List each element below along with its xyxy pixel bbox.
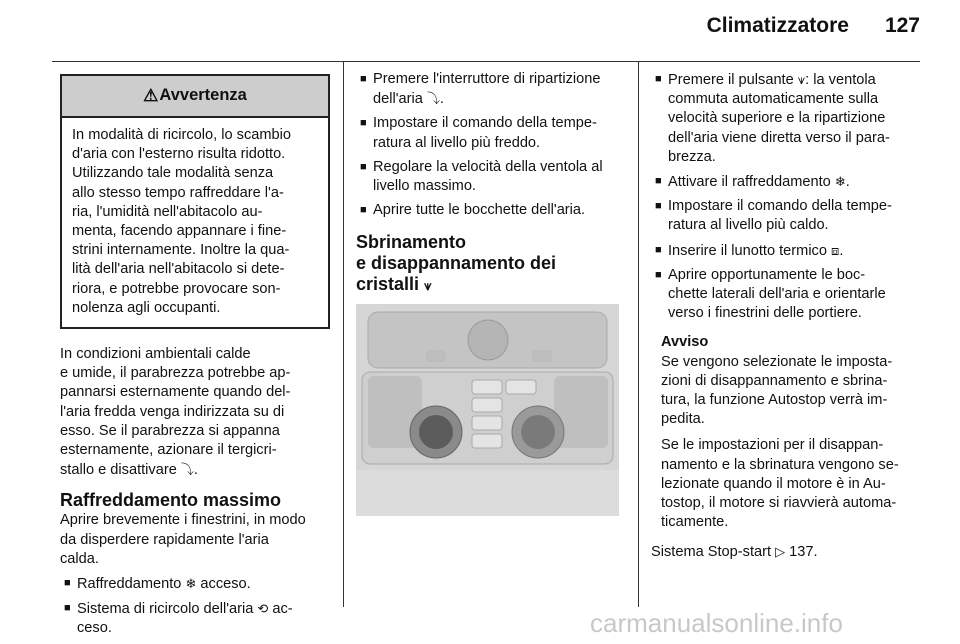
list-item: ■ Inserire il lunotto termico ⧈. [655, 242, 844, 259]
heading-line: Sbrinamento [356, 232, 467, 253]
paragraph-line: esso. Se il parabrezza si appanna [60, 422, 280, 439]
list-text: chette laterali dell'aria e orientarle [668, 286, 886, 303]
bullet-icon: ■ [360, 73, 367, 85]
list-text: Attivare il raffreddamento [668, 174, 831, 191]
bullet-icon: ■ [64, 577, 71, 590]
note-line: lezionate quando il motore è in Au- [661, 475, 886, 492]
bullet-icon: ■ [360, 204, 367, 217]
note-line: tostop, il motore si riavvierà automa- [661, 495, 897, 512]
paragraph-line [60, 460, 330, 480]
warning-box [60, 74, 330, 329]
warning-body [62, 118, 328, 327]
list-text: Impostare il comando della tempe- [373, 115, 597, 132]
warning-line: menta, facendo appannare i fine- [72, 223, 287, 240]
list-item [356, 158, 628, 196]
note-line: zioni di disappannamento e sbrina- [661, 372, 888, 389]
list-item: ■ Attivare il raffreddamento ❄. [655, 174, 850, 191]
watermark: carmanualsonline.info [590, 608, 843, 638]
list-text: verso i finestrini delle portiere. [668, 305, 862, 322]
list-item [60, 599, 330, 638]
warning-line: strini internamente. Inoltre la qua- [72, 242, 290, 259]
air-distribution-icon: ⤵ [426, 91, 440, 107]
bullet-icon: ■ [655, 243, 662, 256]
list-text: : la ventola [805, 72, 876, 88]
note-line: Se le impostazioni per il disappan- [661, 437, 884, 454]
note-line: ticamente. [661, 514, 729, 531]
paragraph-line: da disperdere rapidamente l'aria [60, 531, 269, 548]
list-text: ac- [272, 601, 293, 618]
note-line: pedita. [661, 411, 705, 428]
page-number: 127 [884, 14, 920, 37]
warning-line: In modalità di ricircolo, lo scambio [72, 127, 291, 143]
list-text: Premere il pulsante [668, 72, 794, 88]
paragraph-line: Aprire brevemente i finestrini, in modo [60, 512, 306, 529]
bullet-icon: ■ [655, 73, 662, 85]
column-3 [651, 70, 926, 563]
list-text: dell'aria viene diretta verso il para- [668, 129, 890, 146]
list-text: Premere l'interruttore di ripartizione [373, 71, 601, 87]
paragraph-line: e umide, il parabrezza potrebbe ap- [60, 365, 291, 382]
paragraph-text: stallo e disattivare [60, 462, 177, 479]
list-text: commuta automaticamente sulla [668, 91, 879, 108]
list-text: Inserire il lunotto termico [668, 242, 827, 259]
humidity-paragraph [60, 345, 330, 480]
warning-header [62, 76, 328, 118]
rear-window-heating-icon: ⧈ [831, 242, 840, 258]
cross-reference[interactable] [651, 542, 926, 562]
list-text: ratura al livello più caldo. [668, 217, 829, 234]
note-paragraph [661, 353, 926, 430]
paragraph-line: esternamente, azionare il tergicri- [60, 442, 277, 459]
warning-line: allo stesso tempo raffreddare l'a- [72, 184, 284, 201]
page-title: Climatizzatore [706, 14, 849, 37]
list-text: acceso. [200, 576, 251, 593]
warning-line: riora, e potrebbe provocare son- [72, 280, 281, 297]
list-text: Impostare il comando della tempe- [668, 198, 892, 215]
list-text: Aprire tutte le bocchette dell'aria. [373, 202, 586, 219]
air-distribution-icon: ⤵ [180, 462, 194, 478]
list-text: brezza. [668, 148, 716, 165]
page-reference-arrow-icon: ▷ [775, 544, 786, 560]
list-item [651, 70, 926, 167]
list-text: ceso. [77, 620, 112, 637]
windscreen-defrost-icon: ⩛ [424, 278, 432, 294]
list-text: ratura al livello più freddo. [373, 134, 541, 151]
bullet-icon: ■ [360, 160, 367, 173]
warning-line: ria, l'umidità nell'abitacolo au- [72, 203, 263, 220]
list-text: Aprire opportunamente le boc- [668, 266, 866, 283]
bullet-icon: ■ [655, 175, 662, 188]
warning-line: Utilizzando tale modalità senza [72, 165, 274, 182]
list-item [356, 201, 628, 220]
snowflake-icon: ❄ [185, 576, 197, 592]
column-2 [356, 70, 628, 516]
paragraph-line: pannarsi esternamente quando del- [60, 384, 291, 401]
max-cooling-intro [60, 511, 330, 569]
bullet-icon: ■ [655, 200, 662, 213]
note-paragraph [661, 436, 926, 532]
warning-triangle-icon: ⚠ [143, 86, 159, 106]
column-1 [60, 70, 330, 644]
note-line: Se vengono selezionate le imposta- [661, 353, 893, 370]
page-header [707, 14, 920, 38]
list-text: Sistema di ricircolo dell'aria [77, 601, 254, 618]
list-item [651, 197, 926, 235]
bullet-icon: ■ [64, 602, 71, 615]
list-text: livello massimo. [373, 178, 476, 195]
list-text: Raffreddamento [77, 576, 182, 593]
column-divider [638, 62, 639, 607]
note-line: tura, la funzione Autostop verrà im- [661, 392, 888, 409]
heading-line: cristalli [356, 274, 420, 295]
paragraph-text: . [193, 462, 198, 479]
warning-line: nolenza agli occupanti. [72, 299, 221, 316]
paragraph-line: In condizioni ambientali calde [60, 346, 251, 363]
header-rule [52, 61, 920, 62]
bullet-icon: ■ [360, 117, 367, 130]
reference-text: Sistema Stop-start [651, 544, 772, 561]
warning-title: Avvertenza [159, 86, 247, 105]
reference-page: 137. [789, 544, 818, 561]
bullet-icon: ■ [655, 268, 662, 281]
recirculation-icon: ⟲ [257, 601, 269, 617]
windscreen-defrost-icon: ⩛ [797, 72, 806, 87]
column-divider [343, 62, 344, 607]
list-item [651, 266, 926, 324]
note-box [651, 333, 926, 532]
note-title: Avviso [661, 334, 709, 351]
section-heading [356, 232, 628, 296]
warning-line: lità dell'aria nell'abitacolo si dete- [72, 261, 285, 278]
list-item [60, 574, 330, 594]
climate-panel-illustration [356, 304, 619, 516]
list-text: velocità superiore e la ripartizione [668, 110, 886, 127]
list-item: ■ Premere l'interruttore di ripartizione dell'aria ⤵. [356, 70, 628, 109]
section-heading: Raffreddamento massimo [60, 490, 282, 511]
list-item [356, 114, 628, 152]
warning-line: d'aria con l'esterno risulta ridotto. [72, 146, 286, 163]
paragraph-line: l'aria fredda venga indirizzata su di [60, 403, 285, 420]
heading-line: e disappannamento dei [356, 253, 557, 274]
list-text: Regolare la velocità della ventola al [373, 158, 603, 175]
note-line: namento e la sbrinatura vengono se- [661, 456, 899, 473]
snowflake-icon: ❄ [834, 174, 846, 190]
paragraph-line: calda. [60, 550, 99, 567]
list-text: dell'aria [373, 91, 423, 108]
climate-panel-photo [356, 304, 619, 516]
